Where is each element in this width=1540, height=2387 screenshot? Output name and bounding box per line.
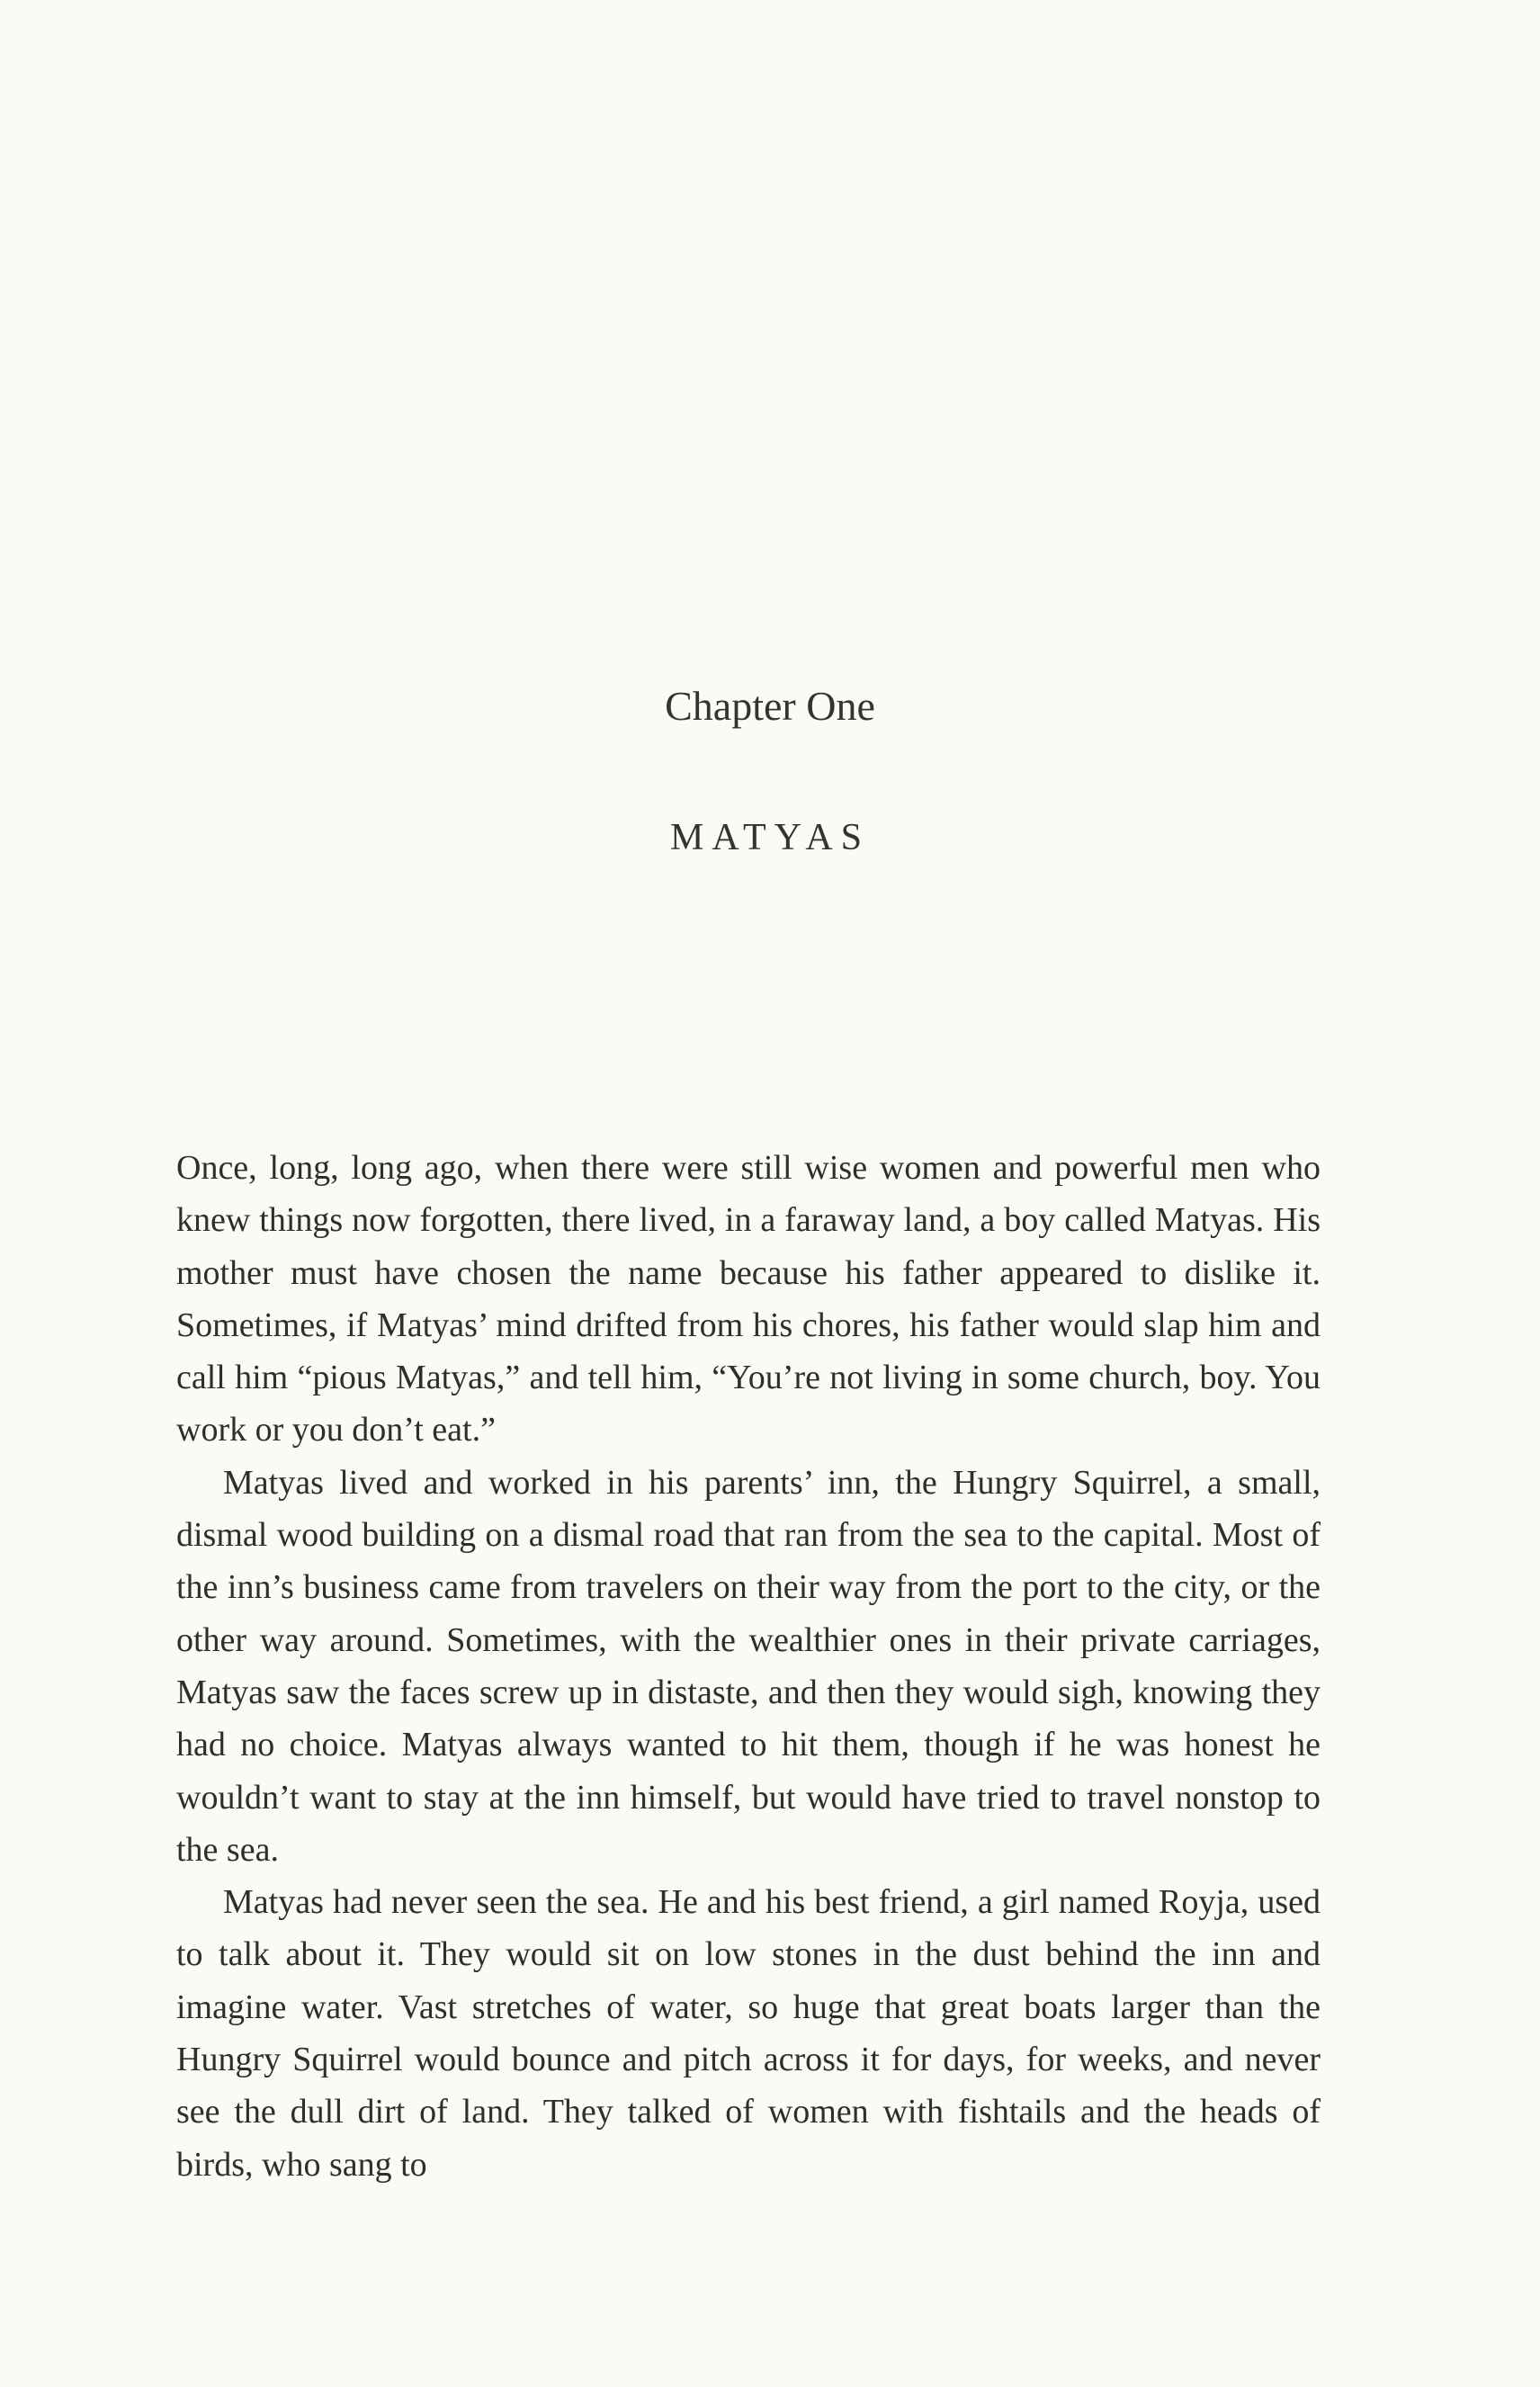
paragraph-3: Matyas had never seen the sea. He and his best friend, a girl named Royja, used to talk about it. They would sit on low stones in the dust behind the inn and imagine water. Vast stretches of water, so huge that great boats larger than the Hungry Squirrel would bounce and pitch across it for days, for weeks, and never see the dull dirt of land. They talked of women with fishtails and the heads of birds, who sang to: [176, 1883, 1321, 2184]
chapter-body: [176, 1142, 1321, 2191]
paragraph-2: Matyas lived and worked in his parents’ inn, the Hungry Squirrel, a small, dismal wood building on a dismal road that ran from the sea to the capital. Most of the inn’s business came from travelers on their way from the port to the city, or the other way around. Sometimes, with the wealthier ones in their private carriages, Matyas saw the faces screw up in distaste, and then they would sigh, knowing they had no choice. Matyas always wanted to hit them, though if he was honest he wouldn’t want to stay at the inn himself, but would have tried to travel nonstop to the sea.: [176, 1463, 1321, 1869]
chapter-number: Chapter One: [665, 683, 875, 729]
chapter-title: MATYAS: [669, 817, 871, 858]
paragraph-1: Once, long, long ago, when there were still wise women and powerful men who knew things now forgotten, there lived, in a faraway land, a boy called Matyas. His mother must have chosen the name because his father appeared to dislike it. Sometimes, if Matyas’ mind drifted from his chores, his father would slap him and call him “pious Matyas,” and tell him, “You’re not living in some church, boy. You work or you don’t eat.”: [176, 1149, 1321, 1449]
